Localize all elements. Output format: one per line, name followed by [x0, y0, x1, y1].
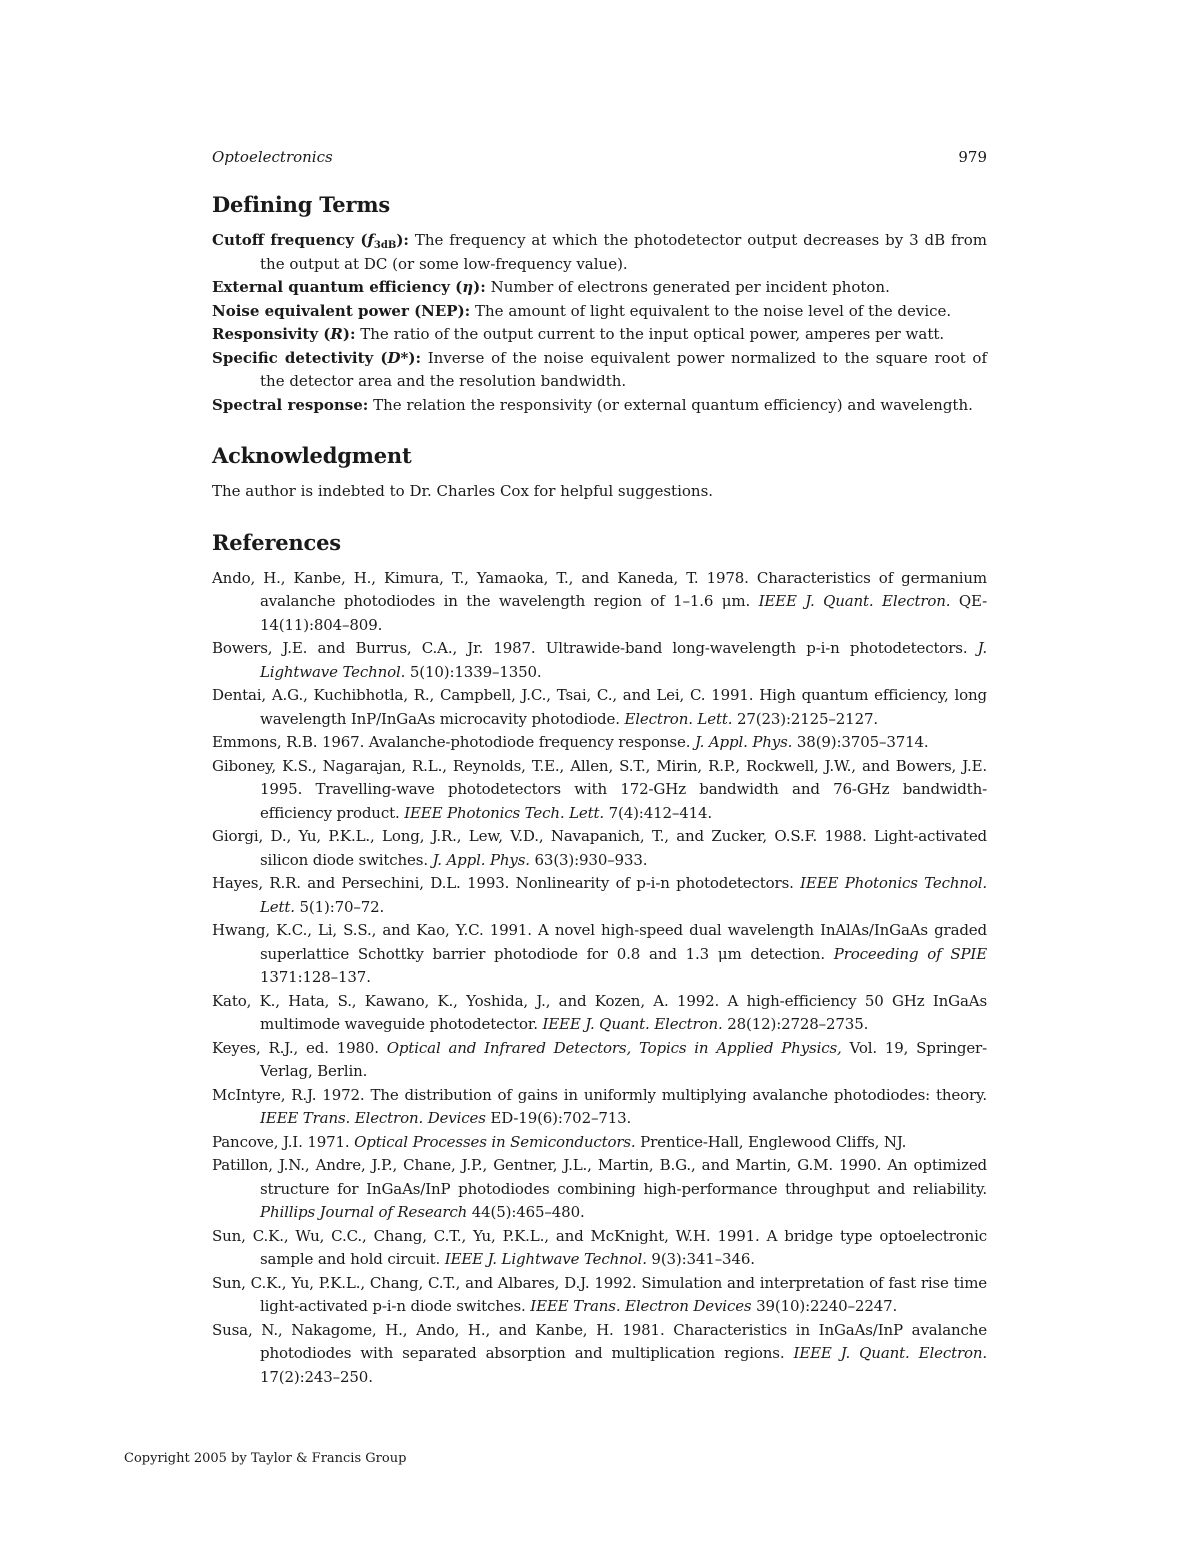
term-symbol: D*: [387, 348, 409, 367]
reference-entry: [212, 684, 987, 731]
acknowledgment-heading: Acknowledgment: [212, 443, 412, 468]
term-label-close: ):: [473, 278, 486, 296]
page-content: [212, 148, 987, 1415]
running-title: Optoelectronics: [212, 148, 333, 166]
reference-entry: [212, 1154, 987, 1225]
term-label: Spectral response:: [212, 395, 369, 414]
reference-entry: [212, 567, 987, 638]
reference-authors-title: Emmons, R.B. 1967. Avalanche-photodiode frequency response.: [212, 733, 695, 751]
reference-authors-title: Susa, N., Nakagome, H., Ando, H., and Kanbe, H. 1981. Characteristics in InGaAs/InP avalanche photodiodes with separated absorption and multiplication regions.: [212, 1320, 987, 1362]
reference-authors-title: Hayes, R.R. and Persechini, D.L. 1993. Nonlinearity of p-i-n photodetectors.: [212, 874, 801, 892]
reference-authors-title: Sun, C.K., Wu, C.C., Chang, C.T., Yu, P.K.L., and McKnight, W.H. 1991. A bridge type optoelectronic sample and hold circuit.: [212, 1226, 987, 1268]
reference-volume-pages: 27(23):2125–2127.: [732, 709, 878, 728]
reference-volume-pages: 44(5):465–480.: [467, 1203, 585, 1221]
reference-volume-pages: 5(1):70–72.: [294, 897, 385, 916]
running-head: [212, 148, 987, 166]
defining-terms-section: [212, 192, 987, 417]
reference-entry: [212, 1225, 987, 1272]
references-heading: References: [212, 529, 341, 555]
term-definition: Inverse of the noise equivalent power normalized to the square root of the detector area and the resolution bandwidth.: [260, 348, 987, 390]
reference-volume-pages: ED-19(6):702–713.: [485, 1109, 632, 1127]
term-definition: Number of electrons generated per incident photon.: [490, 278, 890, 296]
reference-volume-pages: 63(3):930–933.: [529, 850, 648, 869]
reference-entry: [212, 872, 987, 919]
references-section: [212, 530, 987, 1390]
reference-authors-title: McIntyre, R.J. 1972. The distribution of gains in uniformly multiplying avalanche photodiodes: theory.: [212, 1085, 987, 1104]
term-label: Cutoff frequency (: [212, 231, 368, 249]
reference-journal: Electron. Lett.: [624, 709, 733, 728]
reference-entry: [212, 825, 987, 872]
term-definition: The amount of light equivalent to the noise level of the device.: [475, 301, 952, 320]
reference-authors-title: Giboney, K.S., Nagarajan, R.L., Reynolds, T.E., Allen, S.T., Mirin, R.P., Rockwell, J.W., and Bowers, J.E. 1995. Travelling-wave photodetectors with 172-GHz bandwidth and 76-GHz bandwidth-efficiency product.: [212, 756, 987, 822]
reference-journal: IEEE Trans. Electron Devices: [530, 1297, 752, 1315]
reference-volume-pages: QE-14(11):804–809.: [260, 592, 987, 634]
reference-volume-pages: 1371:128–137.: [260, 968, 371, 986]
copyright-footer: Copyright 2005 by Taylor & Francis Group: [124, 1451, 407, 1466]
reference-journal: IEEE Photonics Technol. Lett.: [260, 874, 987, 916]
reference-authors-title: Ando, H., Kanbe, H., Kimura, T., Yamaoka, T., and Kaneda, T. 1978. Characteristics of germanium avalanche photodiodes in the wavelength region of 1–1.6 μm.: [212, 568, 987, 610]
term-name: [212, 278, 486, 296]
term-label-close: ):: [408, 348, 421, 367]
term-name: [212, 349, 421, 367]
term-label: Specific detectivity (: [212, 348, 388, 367]
term-symbol: η: [462, 278, 474, 296]
term-name: [212, 302, 470, 320]
reference-journal: J. Appl. Phys.: [694, 733, 793, 751]
reference-authors-title: Patillon, J.N., Andre, J.P., Chane, J.P., Gentner, J.L., Martin, B.G., and Martin, G.M. 1990. An optimized structure for InGaAs/InP photodiodes combining high-performance throughput and reliability.: [212, 1156, 987, 1198]
term-label: Noise equivalent power (NEP):: [212, 301, 471, 320]
reference-entry: [212, 990, 987, 1037]
reference-journal: Optical and Infrared Detectors, Topics in Applied Physics,: [386, 1038, 842, 1057]
defining-term-entry: [212, 300, 987, 324]
defining-terms-heading: Defining Terms: [212, 192, 390, 217]
reference-journal: Phillips Journal of Research: [260, 1203, 468, 1221]
page-number: 979: [958, 148, 987, 166]
reference-authors-title: Hwang, K.C., Li, S.S., and Kao, Y.C. 1991. A novel high-speed dual wavelength InAlAs/InGaAs graded superlattice Schottky barrier photodiode for 0.8 and 1.3 μm detection.: [212, 921, 987, 963]
terms-list: [212, 229, 987, 417]
defining-term-entry: [212, 229, 987, 276]
reference-journal: IEEE J. Quant. Electron.: [793, 1344, 988, 1362]
term-definition: The relation the responsivity (or external quantum efficiency) and wavelength.: [373, 395, 973, 414]
reference-journal: Optical Processes in Semiconductors.: [354, 1132, 636, 1151]
reference-authors-title: Sun, C.K., Yu, P.K.L., Chang, C.T., and Albares, D.J. 1992. Simulation and interpretation of fast rise time light-activated p-i-n diode switches.: [212, 1273, 987, 1315]
reference-entry: [212, 637, 987, 684]
reference-volume-pages: 17(2):243–250.: [260, 1367, 373, 1386]
defining-term-entry: [212, 394, 987, 418]
reference-entry: [212, 1084, 987, 1131]
reference-journal: IEEE Trans. Electron. Devices: [260, 1109, 486, 1127]
reference-journal: IEEE J. Lightwave Technol.: [444, 1250, 647, 1268]
term-name: [212, 231, 409, 249]
acknowledgment-text: The author is indebted to Dr. Charles Cox for helpful suggestions.: [212, 482, 714, 500]
reference-journal: J. Lightwave Technol.: [260, 639, 987, 681]
reference-volume-pages: Vol. 19, Springer-Verlag, Berlin.: [260, 1038, 987, 1080]
term-name: [212, 325, 355, 343]
term-symbol: R: [330, 325, 343, 343]
reference-entry: [212, 1319, 987, 1390]
reference-volume-pages: 5(10):1339–1350.: [405, 662, 542, 681]
reference-volume-pages: 39(10):2240–2247.: [751, 1297, 898, 1315]
term-symbol-subscript: 3dB: [373, 240, 397, 251]
defining-term-entry: [212, 323, 987, 347]
reference-entry: [212, 1037, 987, 1084]
reference-authors-title: Kato, K., Hata, S., Kawano, K., Yoshida, J., and Kozen, A. 1992. A high-efficiency 50 GHz InGaAs multimode waveguide photodetector.: [212, 991, 987, 1033]
reference-entry: [212, 919, 987, 990]
reference-journal: J. Appl. Phys.: [432, 850, 530, 869]
reference-entry: [212, 731, 987, 755]
reference-volume-pages: 9(3):341–346.: [646, 1250, 755, 1268]
reference-entry: [212, 755, 987, 826]
reference-journal: IEEE Photonics Tech. Lett.: [404, 803, 604, 822]
term-label: Responsivity (: [212, 325, 331, 343]
reference-authors-title: Giorgi, D., Yu, P.K.L., Long, J.R., Lew, V.D., Navapanich, T., and Zucker, O.S.F. 1988. Light-activated silicon diode switches.: [212, 827, 987, 869]
defining-term-entry: [212, 276, 987, 300]
term-label-close: ):: [342, 325, 356, 343]
reference-volume-pages: Prentice-Hall, Englewood Cliffs, NJ.: [635, 1132, 907, 1151]
reference-authors-title: Pancove, J.I. 1971.: [212, 1132, 355, 1151]
reference-authors-title: Dentai, A.G., Kuchibhotla, R., Campbell, J.C., Tsai, C., and Lei, C. 1991. High quantum efficiency, long wavelength InP/InGaAs microcavity photodiode.: [212, 686, 987, 728]
reference-volume-pages: 7(4):412–414.: [604, 803, 713, 822]
reference-volume-pages: 38(9):3705–3714.: [792, 733, 929, 751]
defining-term-entry: [212, 347, 987, 394]
reference-journal: Proceeding of SPIE: [833, 944, 987, 963]
reference-authors-title: Keyes, R.J., ed. 1980.: [212, 1038, 387, 1057]
reference-list: [212, 567, 987, 1390]
reference-entry: [212, 1272, 987, 1319]
reference-journal: IEEE J. Quant. Electron.: [758, 592, 951, 610]
reference-journal: IEEE J. Quant. Electron.: [542, 1015, 723, 1033]
reference-volume-pages: 28(12):2728–2735.: [722, 1015, 869, 1033]
term-label-close: ):: [396, 231, 409, 249]
acknowledgment-section: [212, 443, 987, 504]
term-symbol: f: [367, 231, 374, 249]
term-definition: The ratio of the output current to the input optical power, amperes per watt.: [360, 325, 945, 343]
reference-entry: [212, 1131, 987, 1155]
term-name: [212, 396, 368, 414]
term-label: External quantum efficiency (: [212, 278, 463, 296]
term-definition: The frequency at which the photodetector output decreases by 3 dB from the output at DC (or some low-frequency value).: [260, 231, 987, 273]
reference-authors-title: Bowers, J.E. and Burrus, C.A., Jr. 1987. Ultrawide-band long-wavelength p-i-n photodetectors.: [212, 639, 978, 657]
